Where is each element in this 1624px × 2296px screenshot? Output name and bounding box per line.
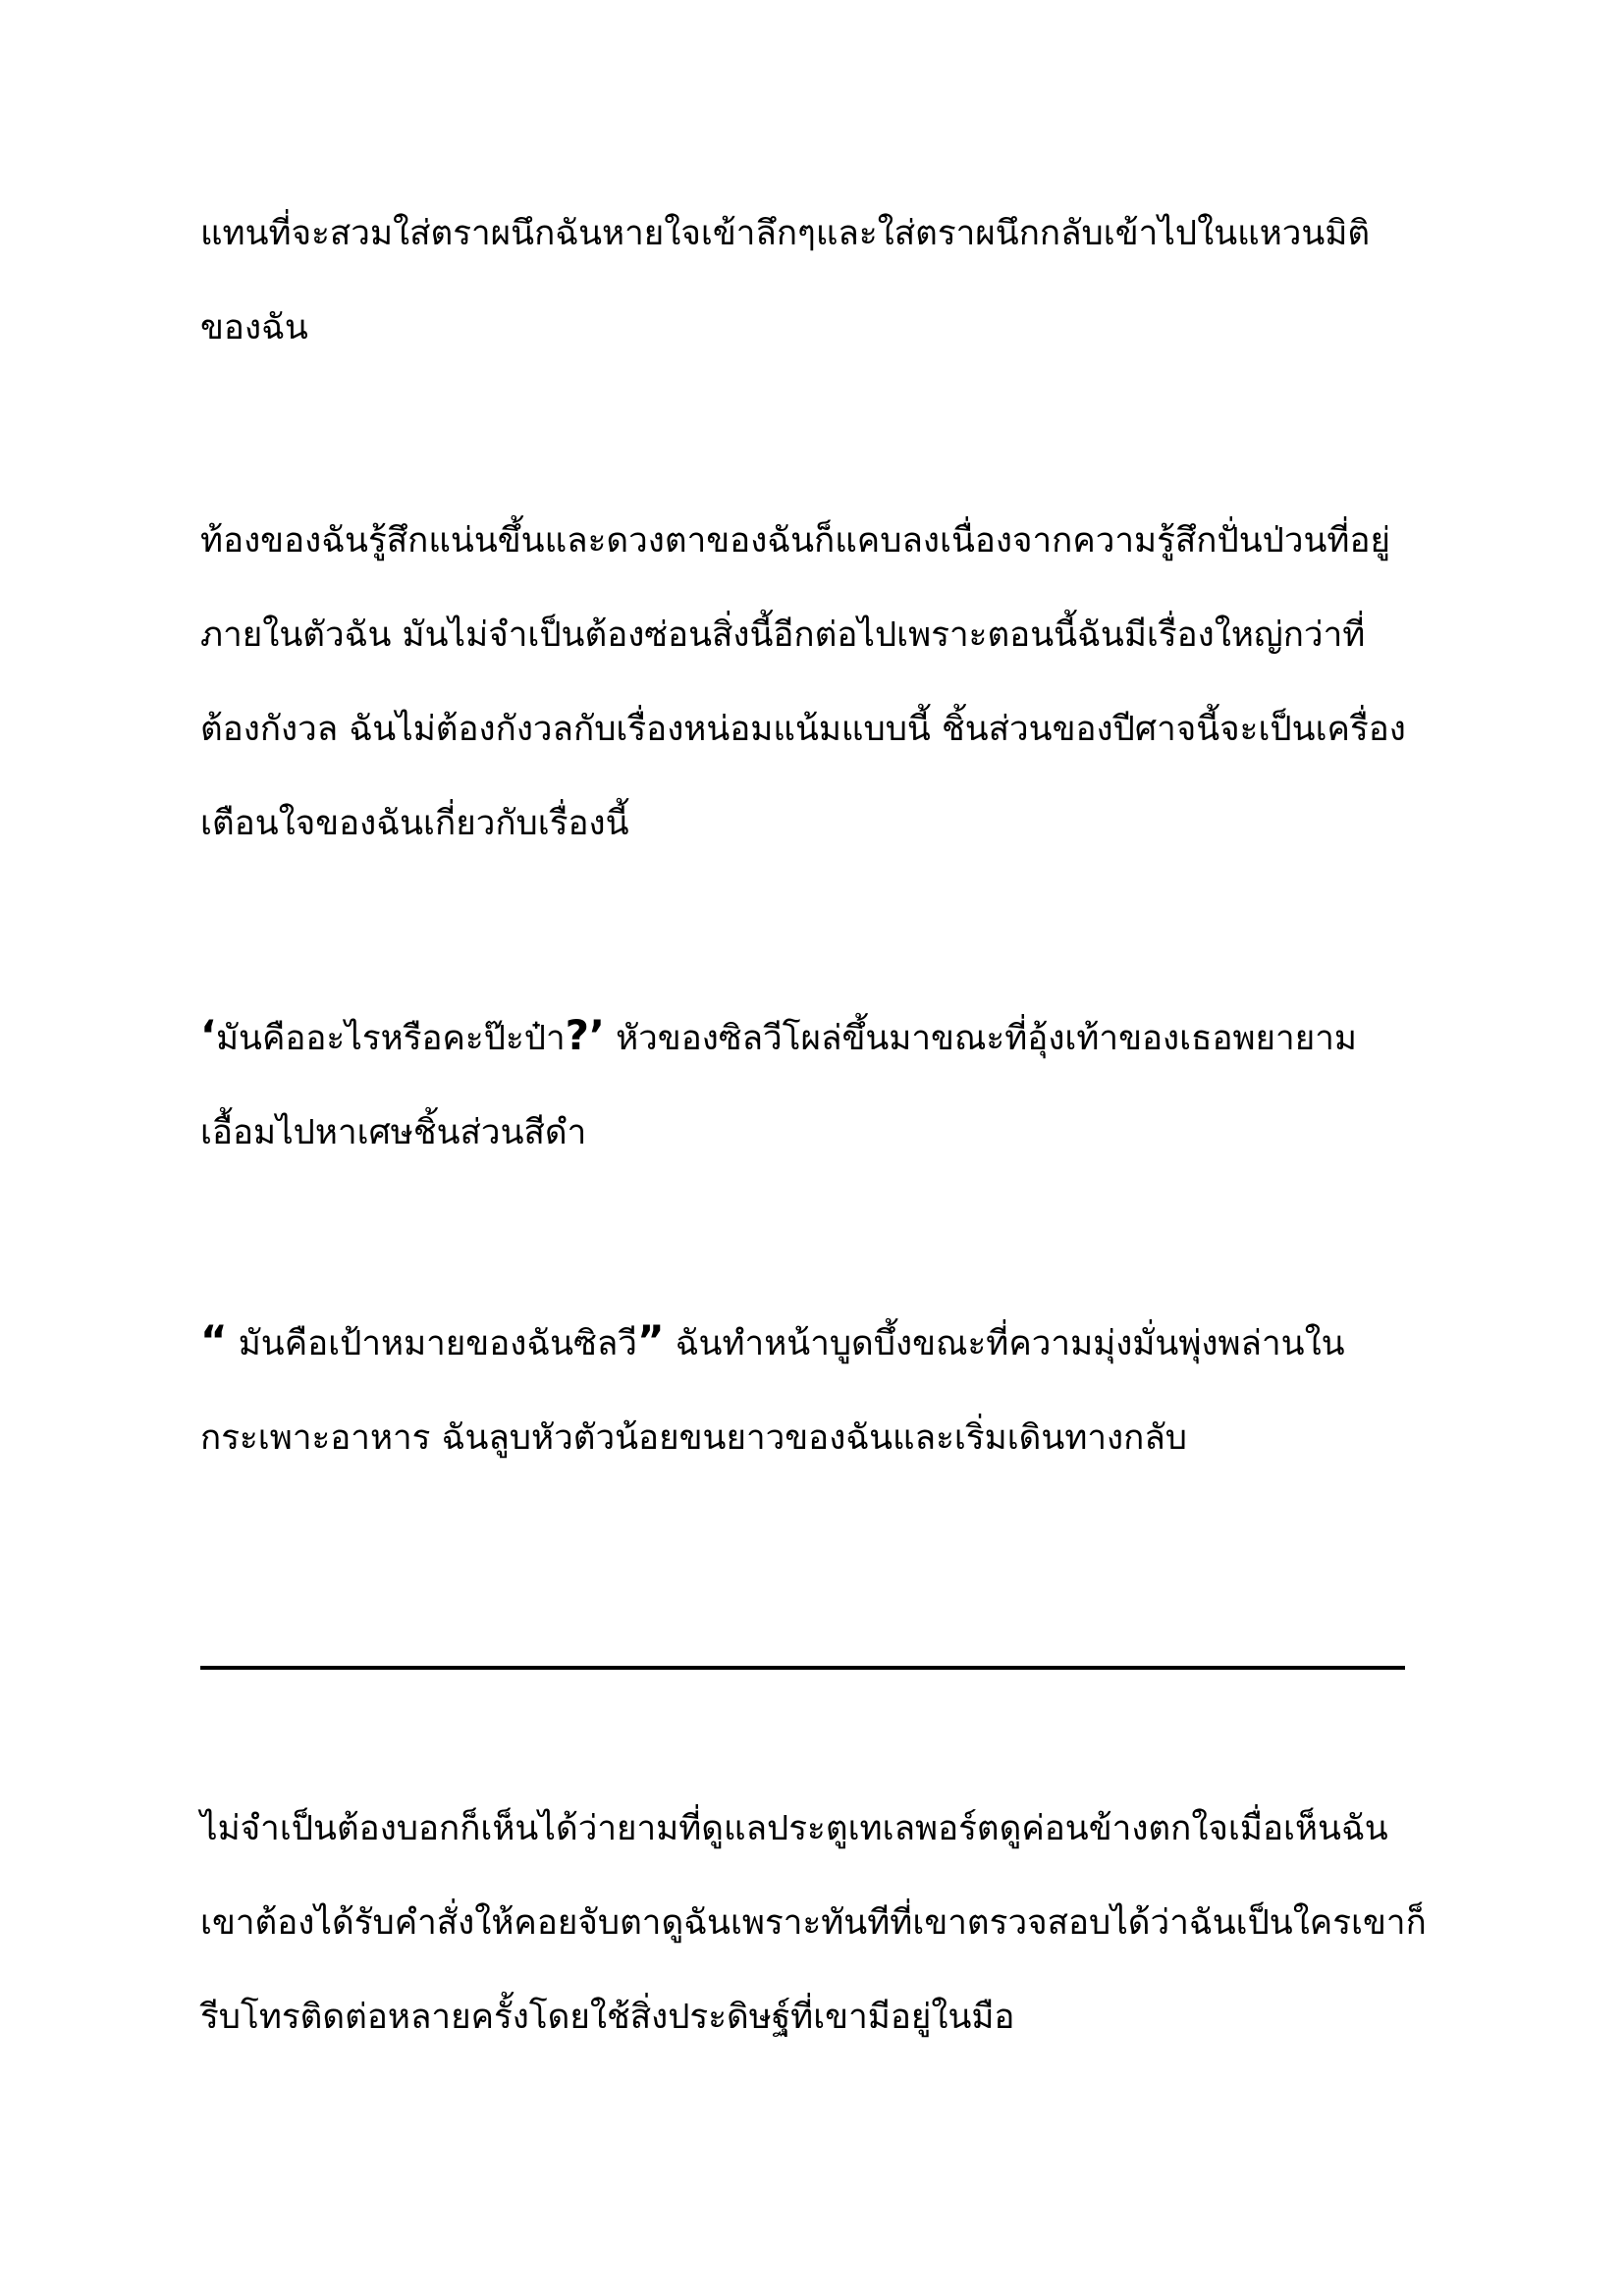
paragraph-2 [200, 494, 1428, 871]
narration-text: ฉันทำหน้าบูดบึ้งขณะที่ความมุ่งมั่นพุ่งพล่านใน [664, 1324, 1345, 1363]
paragraph-line: ท้องของฉันรู้สึกแน่นขึ้นและดวงตาของฉันก็แคบลงเนื่องจากความรู้สึกปั่นป่วนที่อยู่ [200, 521, 1391, 561]
paragraph-line: เอื้อมไปหาเศษชิ้นส่วนสีดำ [200, 1113, 587, 1152]
dialogue-text: มันคืออะไรหรือคะป๊ะป๋า [215, 1019, 566, 1058]
paragraph-line: ของฉัน [200, 308, 308, 347]
paragraph-line: ต้องกังวล ฉันไม่ต้องกังวลกับเรื่องหน่อมแน้มแบบนี้ ชิ้นส่วนของปีศาจนี้จะเป็นเครื่อง [200, 710, 1406, 749]
paragraph-line: ภายในตัวฉัน มันไม่จำเป็นต้องซ่อนสิ่งนี้อีกต่อไปเพราะตอนนี้ฉันมีเรื่องใหญ่กว่าที่ [200, 615, 1366, 655]
open-quote: ‘ [200, 1011, 216, 1059]
question-mark: ? [565, 1011, 589, 1059]
dialogue-text: มันคือเป้าหมายของฉันซิลวี [227, 1324, 637, 1363]
paragraph-line: เตือนใจของฉันเกี่ยวกับเรื่องนี้ [200, 804, 629, 843]
paragraph-5 [200, 1782, 1428, 2064]
narration-text: หัวของซิลวีโผล่ขึ้นมาขณะที่อุ้งเท้าของเธอพยายาม [604, 1019, 1357, 1058]
paragraph-1 [200, 187, 1428, 375]
paragraph-3-dialogue [200, 988, 1428, 1180]
paragraph-line: กระเพาะอาหาร ฉันลูบหัวตัวน้อยขนยาวของฉันและเริ่มเดินทางกลับ [200, 1418, 1187, 1458]
close-quote: ’ [588, 1011, 605, 1059]
paragraph-line: เขาต้องได้รับคำสั่งให้คอยจับตาดูฉันเพราะทันทีที่เขาตรวจสอบได้ว่าฉันเป็นใครเขาก็ [200, 1903, 1427, 1943]
paragraph-line [200, 988, 1428, 1086]
paragraph-line [200, 1294, 1428, 1391]
close-quote: ” [636, 1316, 665, 1364]
section-divider [200, 1666, 1405, 1670]
paragraph-line: ไม่จำเป็นต้องบอกก็เห็นได้ว่ายามที่ดูแลประตูเทเลพอร์ตดูค่อนข้างตกใจเมื่อเห็นฉัน [200, 1809, 1388, 1848]
paragraph-line: แทนที่จะสวมใส่ตราผนึกฉันหายใจเข้าลึกๆและใส่ตราผนึกกลับเข้าไปในแหวนมิติ [200, 214, 1371, 253]
open-quote: “ [200, 1316, 228, 1364]
paragraph-4-dialogue [200, 1294, 1428, 1485]
paragraph-line: รีบโทรติดต่อหลายครั้งโดยใช้สิ่งประดิษฐ์ที่เขามีอยู่ในมือ [200, 1998, 1015, 2037]
